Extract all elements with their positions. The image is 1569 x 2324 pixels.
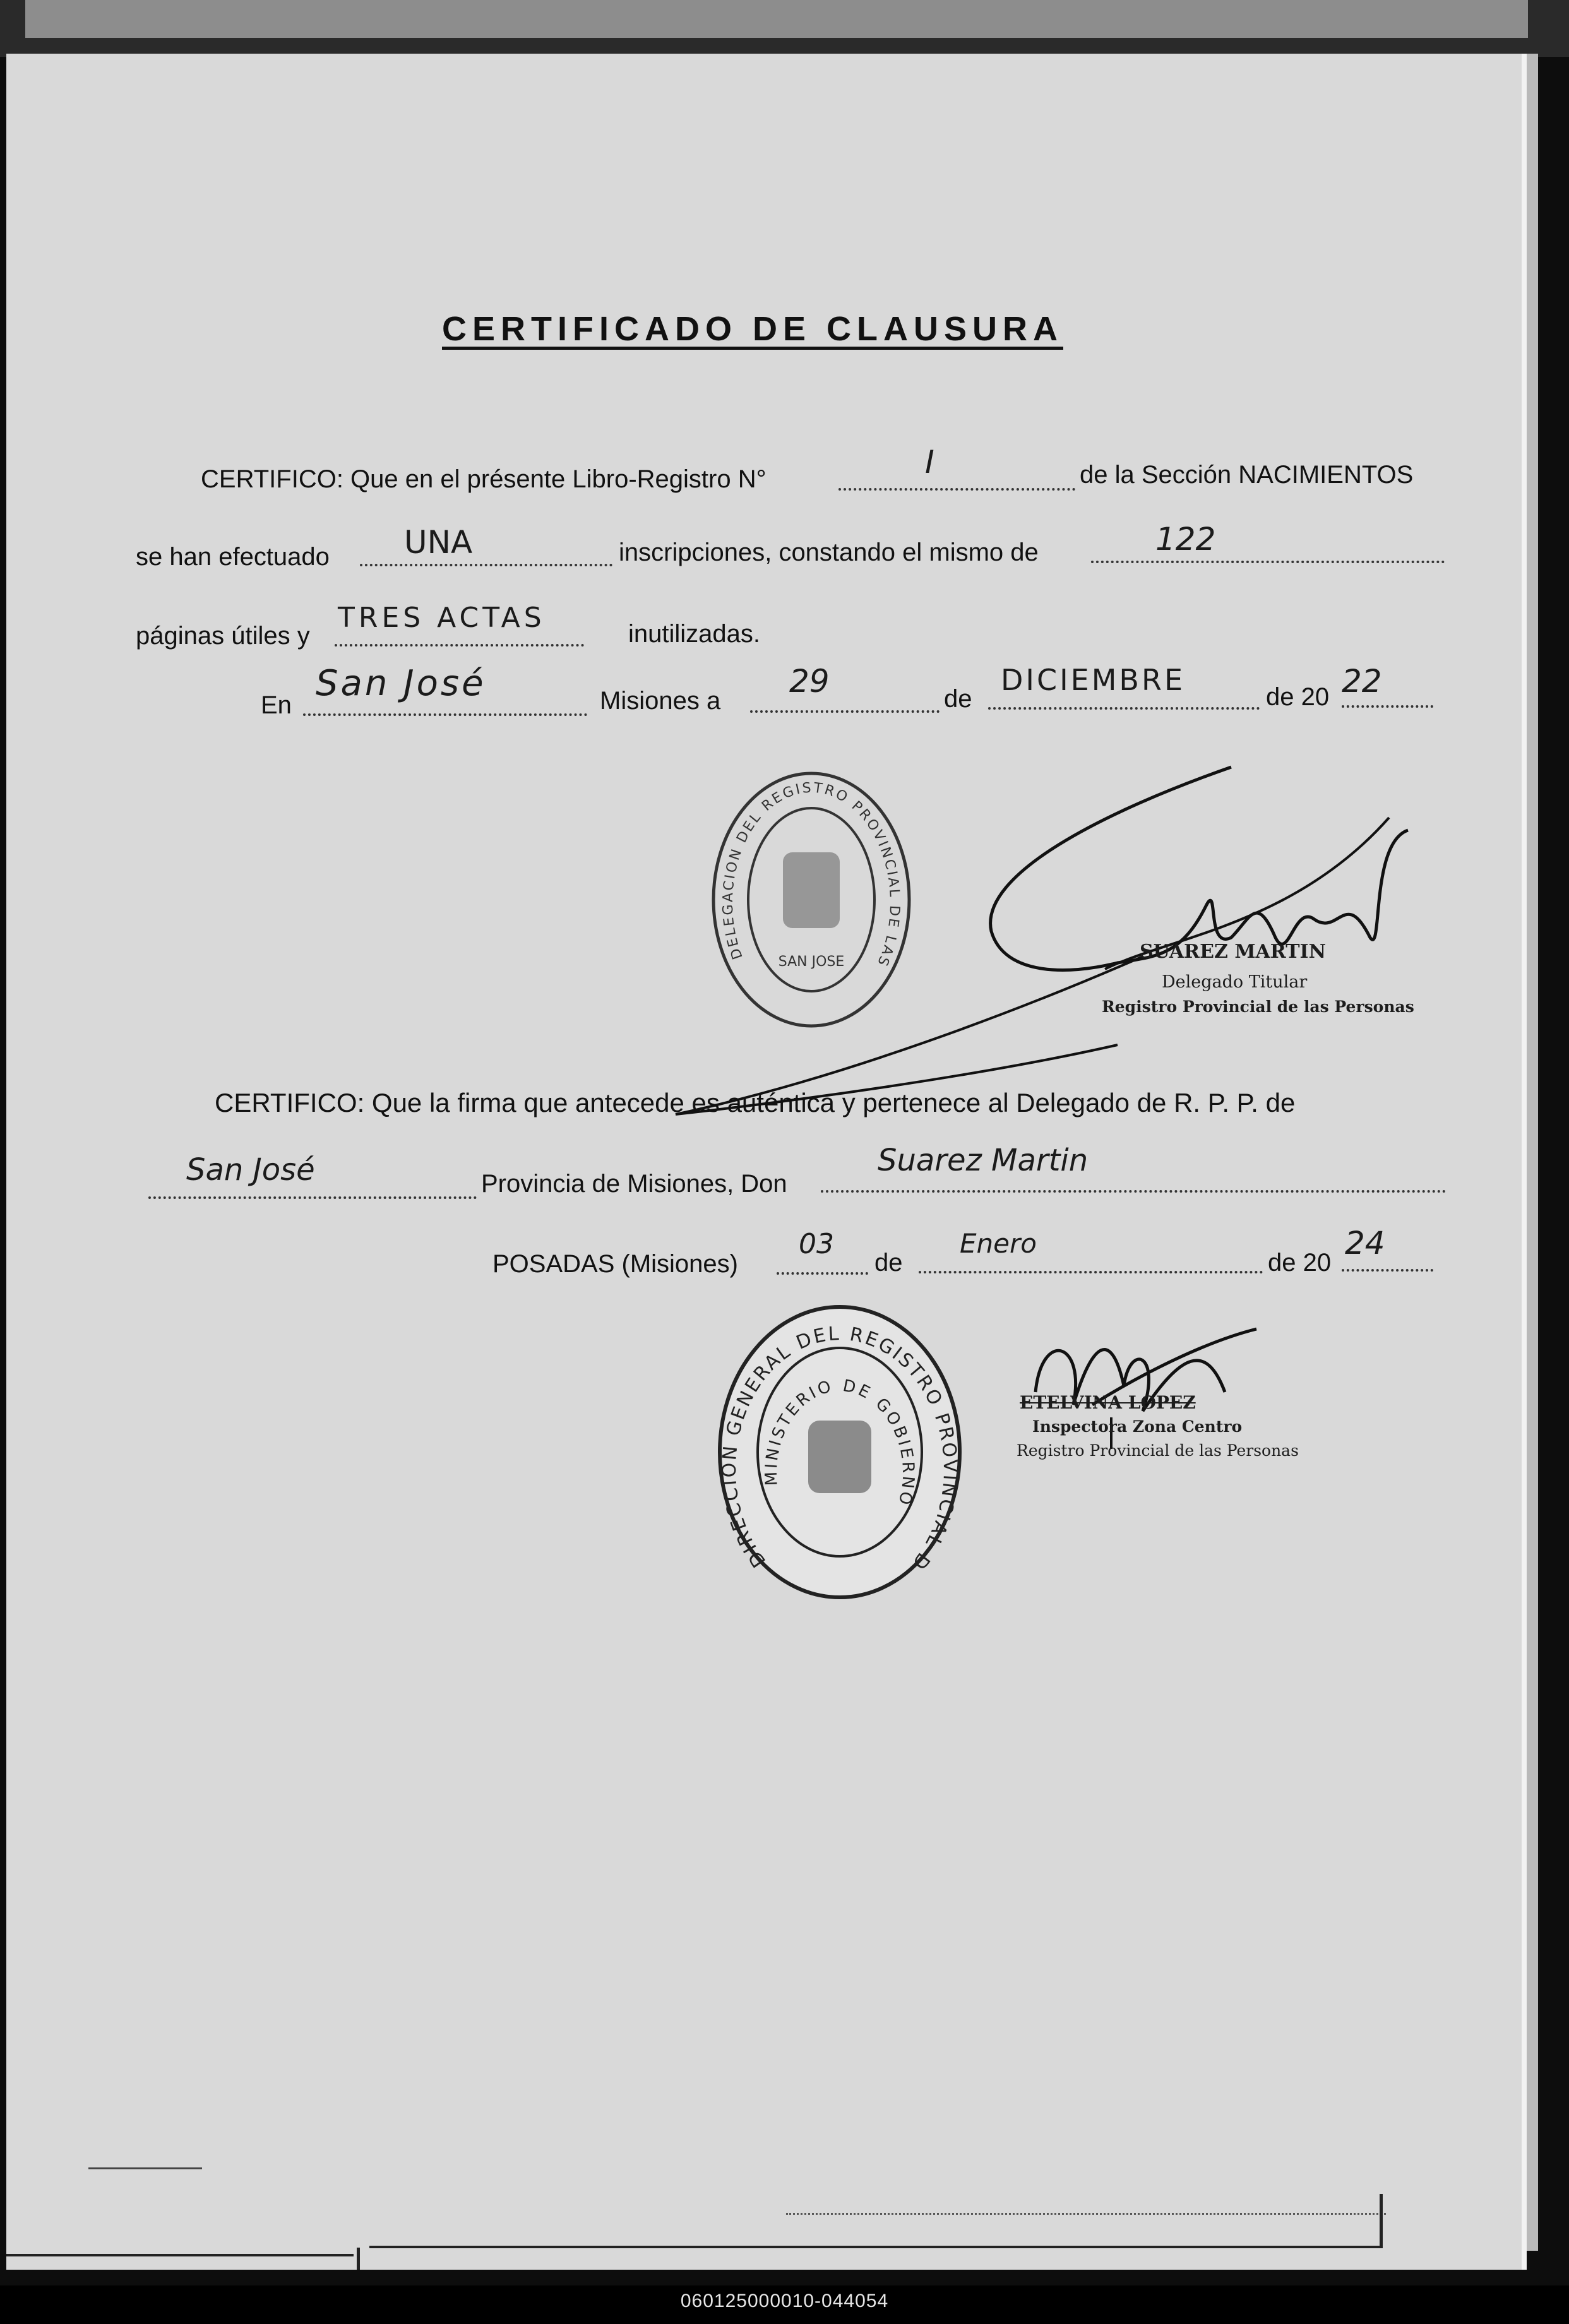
cert1-line4-mid1: Misiones a <box>600 687 721 715</box>
seal1-ring-text: DELEGACION DEL REGISTRO PROVINCIAL DE LAS PERSONAS <box>697 749 903 976</box>
cert1-line4-prefix: En <box>261 691 292 719</box>
cert1-line1-prefix: CERTIFICO: Que en el présente Libro-Registro N° <box>201 465 767 493</box>
mes-handwritten: DICIEMBRE <box>1001 663 1186 697</box>
cert2-lugar-handwritten: San José <box>186 1152 315 1188</box>
cert2-line3-prefix: POSADAS (Misiones) <box>492 1250 738 1278</box>
actas-handwritten: TRES ACTAS <box>338 602 546 634</box>
cert1-line2-middle: inscripciones, constando el mismo de <box>619 539 1039 566</box>
cert2-mes-handwritten: Enero <box>960 1228 1037 1259</box>
dia-handwritten: 29 <box>789 663 830 700</box>
cert2-dia-handwritten: 03 <box>799 1228 834 1260</box>
delegate-signature <box>663 748 1421 1127</box>
cert1-line2-prefix: se han efectuado <box>136 543 330 571</box>
seal2-inner-text: MINISTERIO DE GOBIERNO <box>761 1376 918 1509</box>
seal1-inner-text: SAN JOSE <box>778 954 845 970</box>
cert1-line1-suffix: de la Sección NACIMIENTOS <box>1080 461 1414 489</box>
cert2-line2-mid: Provincia de Misiones, Don <box>481 1170 787 1198</box>
cert2-anio-handwritten: 24 <box>1345 1225 1385 1261</box>
sig1-name: SUAREZ MARTIN <box>1140 941 1326 963</box>
scan-top-edge <box>0 0 1569 57</box>
direccion-general-seal <box>705 1284 966 1604</box>
cert2-delegado-handwritten: Suarez Martin <box>878 1143 1089 1178</box>
document-page <box>6 54 1527 2270</box>
sig1-org: Registro Provincial de las Personas <box>1102 998 1414 1016</box>
sig1-role: Delegado Titular <box>1162 972 1308 992</box>
seal2-outer-text: DIRECCION GENERAL DEL REGISTRO PROVINCIAL DE LAS PERSONAS <box>705 1284 962 1575</box>
scan-footer-id: 060125000010-044054 <box>680 2291 889 2311</box>
cert1-line4-mid2: de <box>944 685 972 713</box>
document-title: CERTIFICADO DE CLAUSURA <box>442 310 1063 348</box>
inscripciones-handwritten: UNA <box>404 524 473 561</box>
cert1-line4-mid3: de 20 <box>1266 683 1330 711</box>
cert2-line3-suffix: de 20 <box>1268 1249 1332 1277</box>
cert2-line1: CERTIFICO: Que la firma que antecede es auténtica y pertenece al Delegado de R. P. P. de <box>215 1088 1296 1117</box>
paginas-handwritten: 122 <box>1155 521 1216 557</box>
cert1-line3-prefix: páginas útiles y <box>136 622 310 650</box>
libro-numero-handwritten: I <box>925 444 934 480</box>
sig2-role: Inspectora Zona Centro <box>1032 1417 1243 1436</box>
cert2-line3-mid: de <box>874 1249 903 1277</box>
anio-handwritten: 22 <box>1342 663 1382 700</box>
cert1-line3-suffix: inutilizadas. <box>628 620 761 648</box>
sig2-name: ETELVINA LOPEZ <box>1020 1392 1196 1413</box>
sig2-org: Registro Provincial de las Personas <box>1017 1441 1299 1460</box>
lugar-handwritten: San José <box>316 663 486 704</box>
